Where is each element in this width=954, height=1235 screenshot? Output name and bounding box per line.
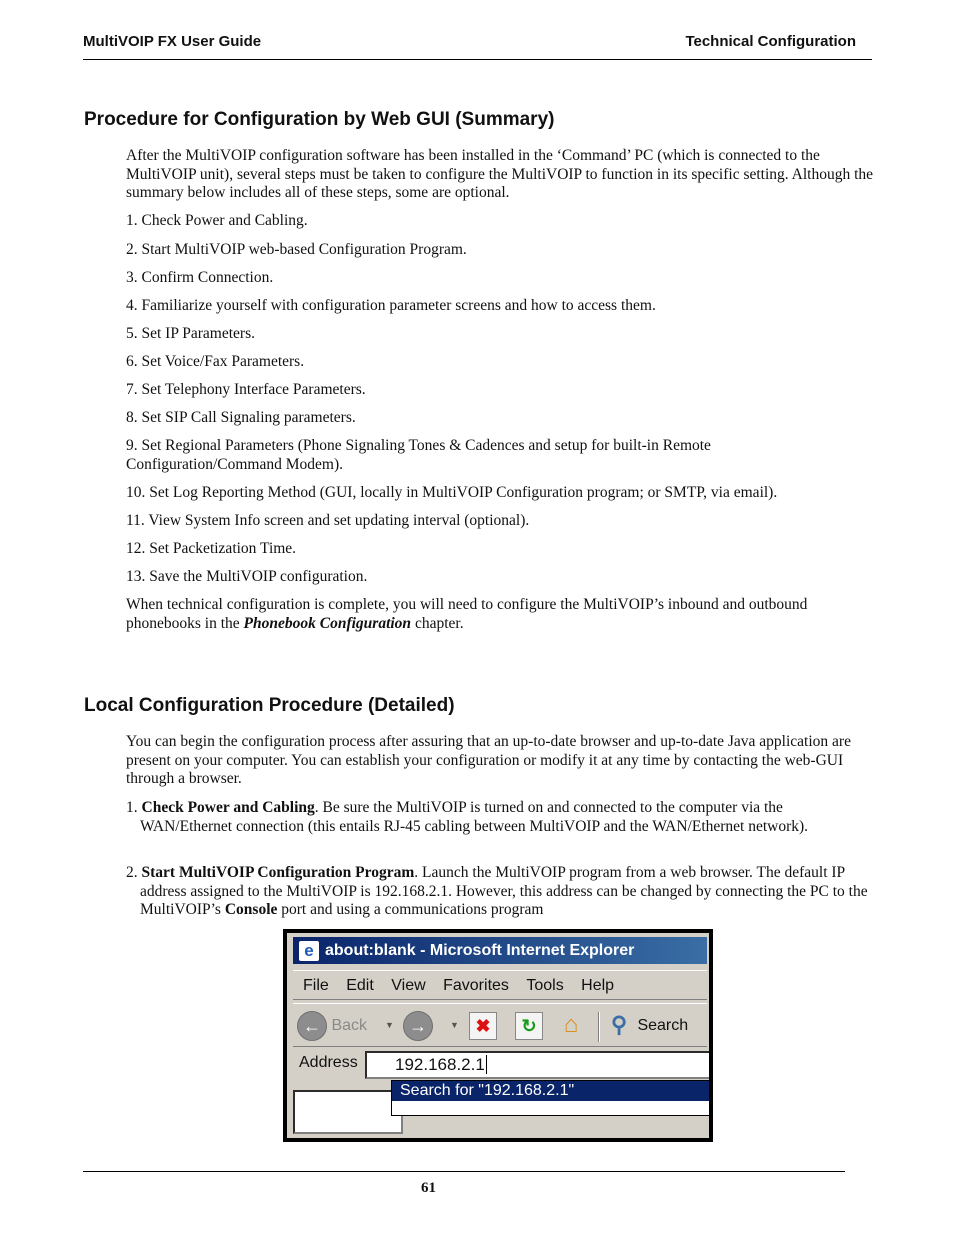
detailed-intro-paragraph: You can begin the configuration process after assuring that an up-to-date browser and up-to-date Java application are present on your computer. You can establish your configuration or modify it at any time by contacting the web-GUI through a browser. — [126, 733, 851, 788]
back-button[interactable] — [297, 1010, 367, 1042]
footer-rule — [83, 1171, 845, 1172]
detailed-step-1-title: Check Power and Cabling — [141, 799, 315, 816]
running-header-title: MultiVOIP FX User Guide — [83, 33, 262, 50]
detailed-step-2-text: . Launch the MultiVOIP program from a web browser. The default IP address assigned to the MultiVOIP is 192.168.2.1. However, this address can be changed by connecting the PC to the MultiVOIP’s — [140, 864, 868, 919]
detailed-step-2-text-end: port and using a communications program — [277, 901, 544, 919]
stop-icon: ✖ — [469, 1012, 497, 1040]
summary-step-6: 6. Set Voice/Fax Parameters. — [126, 353, 305, 370]
summary-step-5: 5. Set IP Parameters. — [126, 325, 255, 342]
summary-step-3: 3. Confirm Connection. — [126, 269, 274, 286]
refresh-icon: ↻ — [515, 1012, 543, 1040]
detailed-step-2-number: 2. — [126, 864, 142, 881]
browser-toolbar — [293, 1003, 707, 1047]
home-icon: ⌂ — [563, 1010, 579, 1038]
toolbar-separator — [598, 1012, 600, 1042]
closing-text-start: When technical configuration is complete, you will need to configure the MultiVOIP’s inbound and outbound phonebooks in the — [126, 596, 808, 632]
summary-step-10: 10. Set Log Reporting Method (GUI, locally in MultiVOIP Configuration program; or SMTP, via email). — [126, 484, 778, 501]
menu-view[interactable]: View — [391, 977, 426, 994]
search-button-label: Search — [637, 1017, 689, 1034]
address-input-value: 192.168.2.1 — [395, 1055, 485, 1074]
summary-step-13: 13. Save the MultiVOIP configuration. — [126, 568, 368, 585]
menu-favorites[interactable]: Favorites — [443, 977, 509, 994]
back-button-label: Back — [331, 1017, 368, 1034]
forward-arrow-icon: → — [403, 1011, 433, 1041]
internet-explorer-logo-icon: e — [299, 941, 319, 961]
menu-help[interactable]: Help — [581, 977, 615, 994]
summary-step-8: 8. Set SIP Call Signaling parameters. — [126, 409, 356, 426]
summary-step-4: 4. Familiarize yourself with configuration parameter screens and how to access them. — [126, 297, 656, 314]
summary-step-1: 1. Check Power and Cabling. — [126, 212, 308, 229]
home-button[interactable] — [557, 1010, 585, 1042]
stop-button[interactable] — [469, 1010, 497, 1042]
menu-edit[interactable]: Edit — [346, 977, 374, 994]
summary-step-2: 2. Start MultiVOIP web-based Configuration Program. — [126, 241, 467, 258]
detailed-step-2-title: Start MultiVOIP Configuration Program — [141, 864, 415, 881]
summary-step-12: 12. Set Packetization Time. — [126, 540, 297, 557]
browser-menu-bar — [293, 970, 707, 1000]
autocomplete-dropdown — [391, 1080, 711, 1116]
text-cursor — [486, 1055, 487, 1074]
summary-step-9: 9. Set Regional Parameters (Phone Signaling Tones & Cadences and setup for built-in Remote Configuration/Command Modem). — [126, 437, 711, 473]
header-rule — [83, 59, 872, 60]
detailed-step-1-number: 1. — [126, 799, 142, 816]
browser-content-area[interactable] — [293, 1090, 403, 1134]
search-magnifier-icon: ⚲ — [610, 1011, 628, 1037]
detailed-step-1 — [126, 799, 871, 836]
section-heading-summary: Procedure for Configuration by Web GUI (Summary) — [84, 109, 555, 130]
page-number: 61 — [421, 1180, 436, 1196]
browser-screenshot — [283, 929, 713, 1142]
autocomplete-suggestion[interactable]: Search for "192.168.2.1" — [392, 1081, 710, 1101]
summary-step-7: 7. Set Telephony Interface Parameters. — [126, 381, 366, 398]
address-bar — [293, 1049, 707, 1081]
detailed-step-1-text: . Be sure the MultiVOIP is turned on and connected to the computer via the WAN/Ethernet connection (this entails RJ-45 cabling between MultiVOIP and the WAN/Ethernet network). — [140, 799, 809, 835]
summary-step-11: 11. View System Info screen and set updating interval (optional). — [126, 512, 530, 529]
detailed-step-2 — [126, 864, 871, 920]
forward-dropdown-icon[interactable]: ▼ — [450, 1020, 459, 1030]
browser-title-bar — [293, 937, 707, 964]
section-heading-detailed: Local Configuration Procedure (Detailed) — [84, 695, 455, 716]
address-input[interactable] — [365, 1051, 713, 1079]
summary-closing-paragraph — [126, 596, 876, 633]
browser-window-title: about:blank - Microsoft Internet Explorer — [325, 942, 635, 959]
back-arrow-icon: ← — [297, 1011, 327, 1041]
menu-tools[interactable]: Tools — [526, 977, 564, 994]
forward-button[interactable] — [403, 1010, 433, 1042]
summary-intro-paragraph: After the MultiVOIP configuration software has been installed in the ‘Command’ PC (which is connected to the MultiVOIP unit), several steps must be taken to configure the MultiVOIP to function in its specific setting. Although the summary below includes all of these steps, some are optional. — [126, 147, 874, 202]
search-button[interactable] — [605, 1010, 688, 1042]
menu-file[interactable]: File — [303, 977, 329, 994]
refresh-button[interactable] — [515, 1010, 543, 1042]
phonebook-chapter-reference: Phonebook Configuration — [243, 614, 412, 632]
running-header-chapter: Technical Configuration — [685, 33, 856, 50]
back-dropdown-icon[interactable]: ▼ — [385, 1020, 394, 1030]
address-label: Address — [299, 1054, 358, 1071]
console-port-term: Console — [224, 901, 278, 919]
closing-text-end: chapter. — [411, 614, 464, 632]
